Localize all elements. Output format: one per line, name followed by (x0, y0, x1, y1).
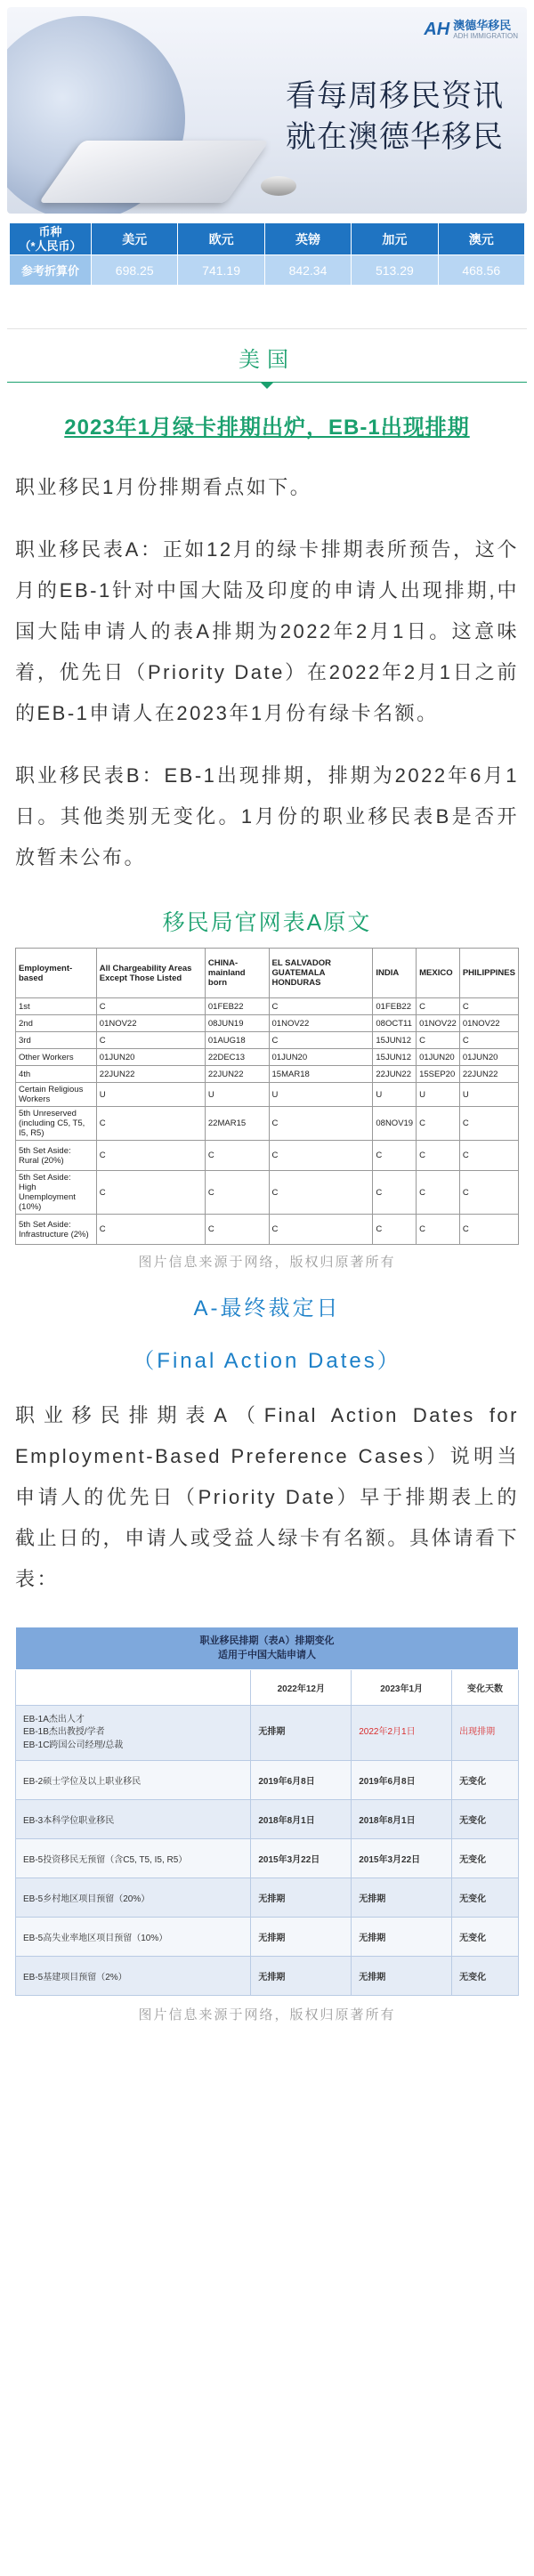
rate-eur: 741.19 (178, 255, 264, 286)
table-cell: 01NOV22 (96, 1015, 205, 1032)
table-cell: 无变化 (452, 1761, 519, 1800)
table-cell: EB-5乡村地区项目预留（20%） (16, 1878, 251, 1918)
table-cell: C (205, 1215, 269, 1245)
table-cell: C (459, 1107, 518, 1141)
table-cell: EB-5基建项目预留（2%） (16, 1957, 251, 1996)
column-header: INDIA (373, 949, 417, 998)
table-cell: C (96, 1171, 205, 1215)
table-cell: C (417, 1032, 460, 1049)
table-row (16, 1083, 519, 1107)
header-banner (7, 7, 527, 214)
table-cell: 2019年6月8日 (352, 1761, 452, 1800)
rate-aud: 468.56 (438, 255, 524, 286)
table-cell: 5th Set Aside: High Unemployment (10%) (16, 1171, 97, 1215)
column-header: All Chargeability Areas Except Those Listed (96, 949, 205, 998)
table-cell: 无排期 (251, 1957, 352, 1996)
table-cell: U (373, 1083, 417, 1107)
table-cell: EB-2硕士学位及以上职业移民 (16, 1761, 251, 1800)
table-cell: 2018年8月1日 (352, 1800, 452, 1839)
divider-green (7, 382, 527, 383)
table-row (16, 1049, 519, 1066)
paragraph: 职业移民表B：EB-1出现排期，排期为2022年6月1日。其他类别无变化。1月份的职业移民表B是否开放暂未公布。 (15, 764, 519, 868)
rate-cad: 513.29 (352, 255, 438, 286)
table-row (16, 1171, 519, 1215)
table-cell: 01NOV22 (417, 1015, 460, 1032)
currency-cad: 加元 (352, 223, 438, 255)
table-cell: C (96, 1141, 205, 1171)
table-caption-line-2: 适用于中国大陆申请人 (218, 1649, 316, 1660)
table-cell: 01NOV22 (459, 1015, 518, 1032)
final-action-subtitle: （Final Action Dates） (133, 1349, 401, 1373)
column-header: EL SALVADOR GUATEMALA HONDURAS (269, 949, 373, 998)
table-cell: U (205, 1083, 269, 1107)
currency-eur: 欧元 (178, 223, 264, 255)
table-cell: 08JUN19 (205, 1015, 269, 1032)
table-cell: 01FEB22 (205, 998, 269, 1015)
logo-mark: AH (424, 20, 450, 40)
table-cell: 4th (16, 1066, 97, 1083)
paragraph: 职业移民表A：正如12月的绿卡排期表所预告，这个月的EB-1针对中国大陆及印度的申请人出现排期,中国大陆申请人的表A排期为2022年2月1日。这意味着，优先日（Priority Date）在2022年2月1日之前的EB-1申请人在2023年1月份有绿卡名额。 (15, 538, 519, 724)
section-title: 美国 (239, 348, 295, 372)
table-row (16, 1141, 519, 1171)
table-row (16, 1878, 519, 1918)
table-cell: C (417, 998, 460, 1015)
table-cell: C (96, 998, 205, 1015)
table-cell: C (417, 1107, 460, 1141)
table-cell: EB-1A杰出人才 EB-1B杰出教授/学者 EB-1C跨国公司经理/总裁 (16, 1706, 251, 1761)
currency-aud: 澳元 (438, 223, 524, 255)
banner-line-1: 看每周移民资讯 (286, 79, 504, 113)
logo-name: 澳德华移民 (453, 19, 512, 32)
table-cell: 15MAR18 (269, 1066, 373, 1083)
table-cell: 22JUN22 (205, 1066, 269, 1083)
table-cell: EB-5高失业率地区项目预留（10%） (16, 1918, 251, 1957)
table-cell: 15JUN12 (373, 1032, 417, 1049)
table-cell: 01JUN20 (417, 1049, 460, 1066)
caret-down-icon (261, 383, 273, 389)
table-cell: C (96, 1032, 205, 1049)
table-cell: C (205, 1171, 269, 1215)
table-cell: 08NOV19 (373, 1107, 417, 1141)
table-cell: 01JUN20 (459, 1049, 518, 1066)
column-header: 2023年1月 (352, 1670, 452, 1706)
final-action-title: A-最终裁定日 (193, 1296, 341, 1320)
china-chart-a-table (15, 1627, 519, 1996)
column-header: 2022年12月 (251, 1670, 352, 1706)
rate-usd: 698.25 (92, 255, 178, 286)
table-cell: C (269, 1107, 373, 1141)
column-header (16, 1670, 251, 1706)
image-caption: 图片信息来源于网络，版权归原著所有 (138, 1255, 396, 1270)
table-cell: 22JUN22 (373, 1066, 417, 1083)
table-cell: 无变化 (452, 1918, 519, 1957)
mouse-graphic (261, 176, 296, 196)
table-cell: 08OCT11 (373, 1015, 417, 1032)
table-cell: EB-3本科学位职业移民 (16, 1800, 251, 1839)
table-cell: C (459, 998, 518, 1015)
uscis-chart-a-table (15, 948, 519, 1245)
image-caption: 图片信息来源于网络，版权归原著所有 (138, 2007, 396, 2023)
table-caption (16, 1627, 519, 1670)
table-cell: C (417, 1141, 460, 1171)
table-cell: 22DEC13 (205, 1049, 269, 1066)
table-cell: 5th Unreserved (including C5, T5, I5, R5) (16, 1107, 97, 1141)
table-row (16, 1107, 519, 1141)
table-cell: 01AUG18 (205, 1032, 269, 1049)
table-cell: 2nd (16, 1015, 97, 1032)
table-cell: C (269, 1141, 373, 1171)
column-header: Employment-based (16, 949, 97, 998)
table-cell: 22JUN22 (459, 1066, 518, 1083)
table-cell: 无排期 (251, 1706, 352, 1761)
rate-gbp: 842.34 (264, 255, 351, 286)
table-cell: U (269, 1083, 373, 1107)
table-row (16, 1215, 519, 1245)
table-cell: 3rd (16, 1032, 97, 1049)
table-cell: C (269, 1171, 373, 1215)
table-cell: 出现排期 (452, 1706, 519, 1761)
table-cell: C (205, 1141, 269, 1171)
table-cell: 无变化 (452, 1839, 519, 1878)
table-cell: C (96, 1215, 205, 1245)
table-cell: C (373, 1171, 417, 1215)
table-row (16, 1957, 519, 1996)
table-row (16, 1706, 519, 1761)
table-cell: Certain Religious Workers (16, 1083, 97, 1107)
currency-usd: 美元 (92, 223, 178, 255)
table-cell: 无排期 (352, 1878, 452, 1918)
table-cell: C (459, 1171, 518, 1215)
table-cell: 无排期 (352, 1957, 452, 1996)
table-cell: 无排期 (251, 1918, 352, 1957)
table-cell: C (269, 998, 373, 1015)
chart-a-title: 移民局官网表A原文 (162, 910, 372, 935)
exchange-rate-table (9, 222, 525, 286)
table-row (16, 1839, 519, 1878)
table-cell: 无变化 (452, 1957, 519, 1996)
logo-sub: ADH IMMIGRATION (453, 32, 518, 41)
table-cell: 无排期 (251, 1878, 352, 1918)
table-cell: 01JUN20 (269, 1049, 373, 1066)
article-headline[interactable]: 2023年1月绿卡排期出炉，EB-1出现排期 (64, 416, 470, 440)
rate-row-label: 参考折算价 (10, 255, 92, 286)
table-cell: C (269, 1032, 373, 1049)
table-cell: 无变化 (452, 1800, 519, 1839)
table-cell: C (373, 1141, 417, 1171)
banner-line-2: 就在澳德华移民 (286, 120, 504, 154)
table-cell: 2015年3月22日 (352, 1839, 452, 1878)
table-cell: 5th Set Aside: Rural (20%) (16, 1141, 97, 1171)
table-cell: 无变化 (452, 1878, 519, 1918)
table-cell: U (96, 1083, 205, 1107)
table-cell: 1st (16, 998, 97, 1015)
table-cell: C (459, 1032, 518, 1049)
brand-logo (424, 20, 518, 40)
table-row (16, 1032, 519, 1049)
table-cell: 01JUN20 (96, 1049, 205, 1066)
table-cell: Other Workers (16, 1049, 97, 1066)
column-header: 变化天数 (452, 1670, 519, 1706)
table-cell: 2022年2月1日 (352, 1706, 452, 1761)
table-cell: 5th Set Aside: Infrastructure (2%) (16, 1215, 97, 1245)
table-cell: 2015年3月22日 (251, 1839, 352, 1878)
table-row (16, 998, 519, 1015)
column-header: PHILIPPINES (459, 949, 518, 998)
table-cell: C (459, 1141, 518, 1171)
table-row (16, 1918, 519, 1957)
table-cell: C (96, 1107, 205, 1141)
table-row (16, 1066, 519, 1083)
table-cell: 22MAR15 (205, 1107, 269, 1141)
table-cell: C (417, 1171, 460, 1215)
table-cell: U (417, 1083, 460, 1107)
rate-header-label: 币种 （*人民币） (10, 223, 92, 255)
table-cell: 15SEP20 (417, 1066, 460, 1083)
table-cell: C (373, 1215, 417, 1245)
table-caption-line-1: 职业移民排期（表A）排期变化 (199, 1635, 335, 1647)
column-header: CHINA-mainland born (205, 949, 269, 998)
table-cell: C (417, 1215, 460, 1245)
table-cell: 01FEB22 (373, 998, 417, 1015)
table-cell: 22JUN22 (96, 1066, 205, 1083)
table-cell: 2018年8月1日 (251, 1800, 352, 1839)
currency-gbp: 英镑 (264, 223, 351, 255)
table-row (16, 1015, 519, 1032)
column-header: MEXICO (417, 949, 460, 998)
table-cell: 2019年6月8日 (251, 1761, 352, 1800)
section-header (7, 328, 527, 383)
table-cell: C (269, 1215, 373, 1245)
table-cell: 01NOV22 (269, 1015, 373, 1032)
table-cell: EB-5投资移民无预留（含C5, T5, I5, R5） (16, 1839, 251, 1878)
table-cell: U (459, 1083, 518, 1107)
table-row (16, 1761, 519, 1800)
table-cell: C (459, 1215, 518, 1245)
table-cell: 15JUN12 (373, 1049, 417, 1066)
table-row (16, 1800, 519, 1839)
paragraph: 职业移民1月份排期看点如下。 (15, 476, 312, 498)
table-cell: 无排期 (352, 1918, 452, 1957)
paragraph: 职业移民排期表A（Final Action Dates for Employment-Based Preference Cases）说明当申请人的优先日（Priority Date）早于排期表上的截止日的，申请人或受益人绿卡有名额。具体请看下表： (15, 1404, 519, 1590)
